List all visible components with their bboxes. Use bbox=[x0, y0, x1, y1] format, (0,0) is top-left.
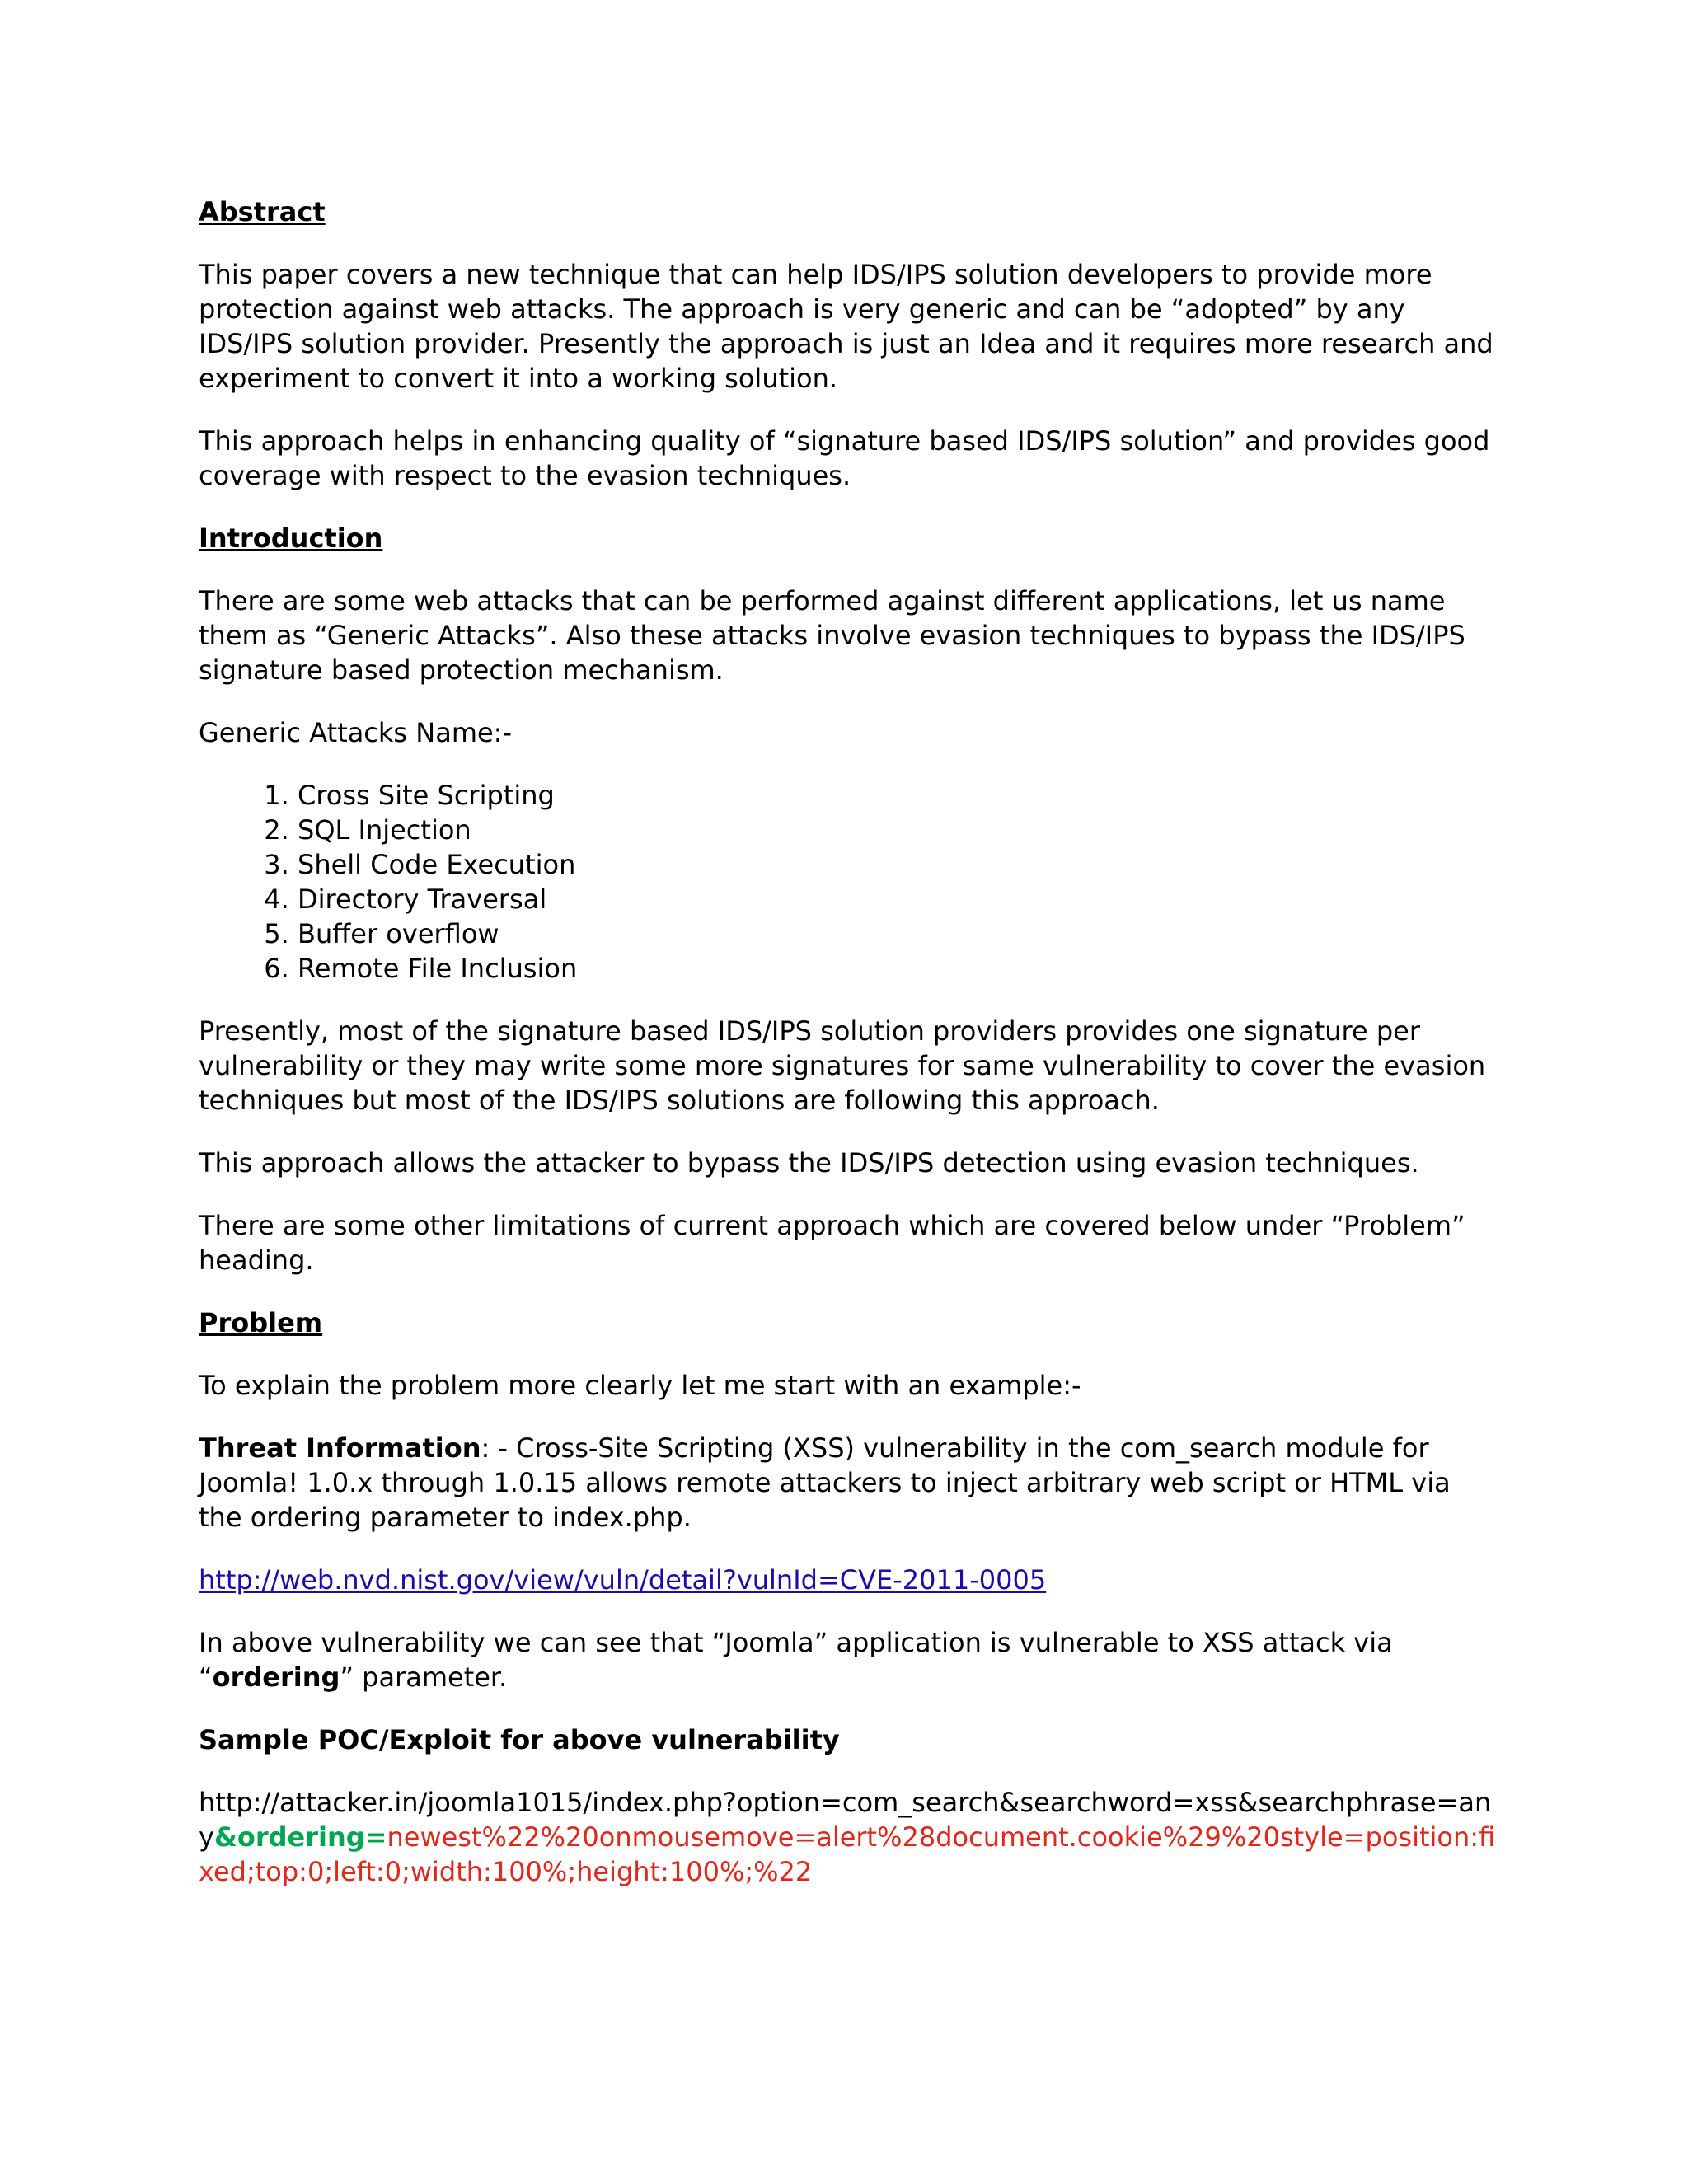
problem-paragraph-1: To explain the problem more clearly let me start with an example:- bbox=[199, 1370, 1081, 1401]
list-item: 6. Remote File Inclusion bbox=[298, 951, 1501, 986]
threat-information-paragraph bbox=[199, 1431, 1501, 1535]
abstract-paragraph-1: This paper covers a new technique that can help IDS/IPS solution developers to provide more protection against web attacks. The approach is very generic and can be “adopted” by any IDS/IPS solution provider. Presently the approach is just an Idea and it requires more research and experiment to convert it into a working solution. bbox=[199, 259, 1493, 394]
list-item: 4. Directory Traversal bbox=[298, 882, 1501, 916]
list-item: 2. SQL Injection bbox=[298, 813, 1501, 847]
introduction-paragraph-1: There are some web attacks that can be performed against different applications, let us name them as “Generic Attacks”. Also these attacks involve evasion techniques to bypass the IDS/IPS signature based protection mechanism. bbox=[199, 585, 1465, 686]
abstract-heading: Abstract bbox=[199, 196, 326, 227]
poc-url-payload: newest%22%20onmousemove=alert%28document.cookie%29%20style=position:fixed;top:0;left:0;width:100%;height:100%;%22 bbox=[199, 1821, 1496, 1887]
poc-url-base: http://attacker.in/joomla1015/index.php?option=com_search&searchword=xss&searchphrase=any bbox=[199, 1787, 1492, 1853]
abstract-paragraph-2: This approach helps in enhancing quality of “signature based IDS/IPS solution” and provides good coverage with respect to the evasion techniques. bbox=[199, 425, 1490, 491]
list-item: 1. Cross Site Scripting bbox=[298, 778, 1501, 813]
introduction-paragraph-3: This approach allows the attacker to bypass the IDS/IPS detection using evasion techniques. bbox=[199, 1147, 1419, 1179]
introduction-paragraph-2: Presently, most of the signature based IDS/IPS solution providers provides one signature per vulnerability or they may write some more signatures for same vulnerability to cover the evasion techniques but most of the IDS/IPS solutions are following this approach. bbox=[199, 1015, 1486, 1116]
problem-paragraph-2 bbox=[199, 1625, 1501, 1694]
ordering-parameter-name: ordering bbox=[212, 1661, 340, 1693]
introduction-paragraph-4: There are some other limitations of current approach which are covered below under “Problem” heading. bbox=[199, 1210, 1465, 1276]
threat-information-label: Threat Information bbox=[199, 1432, 481, 1464]
generic-attacks-list bbox=[199, 778, 1501, 986]
cve-reference-link[interactable]: http://web.nvd.nist.gov/view/vuln/detail?vulnId=CVE-2011-0005 bbox=[199, 1564, 1047, 1596]
list-item: 3. Shell Code Execution bbox=[298, 847, 1501, 882]
reference-paragraph bbox=[199, 1563, 1501, 1597]
document-body bbox=[199, 194, 1501, 1917]
generic-attacks-label: Generic Attacks Name:- bbox=[199, 717, 512, 748]
threat-information-text: : - Cross-Site Scripting (XSS) vulnerability in the com_search module for Joomla! 1.0.x through 1.0.15 allows remote attackers to inject arbitrary web script or HTML via the ordering parameter to index.php. bbox=[199, 1432, 1451, 1533]
introduction-heading: Introduction bbox=[199, 523, 383, 554]
problem-paragraph-2-end: ” parameter. bbox=[340, 1661, 508, 1693]
poc-exploit-url bbox=[199, 1785, 1501, 1889]
list-item: 5. Buffer overflow bbox=[298, 916, 1501, 951]
problem-heading: Problem bbox=[199, 1307, 323, 1338]
poc-url-param: &ordering= bbox=[213, 1821, 387, 1853]
poc-heading: Sample POC/Exploit for above vulnerability bbox=[199, 1724, 840, 1755]
problem-paragraph-2-start: In above vulnerability we can see that “Joomla” application is vulnerable to XSS attack via “ bbox=[199, 1627, 1393, 1693]
